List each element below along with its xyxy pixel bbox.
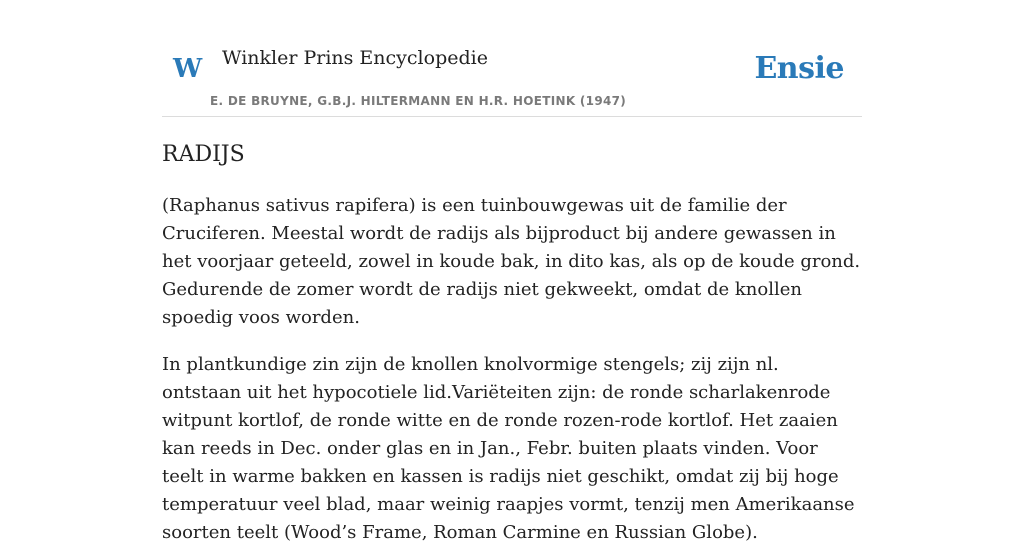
article [162, 139, 862, 547]
page-header [162, 0, 862, 117]
winkler-prins-logo[interactable]: W [173, 54, 203, 84]
ensie-logo[interactable]: Ensie [754, 51, 844, 86]
publication-title[interactable]: Winkler Prins Encyclopedie [222, 47, 488, 69]
publication-authors: E. DE BRUYNE, G.B.J. HILTERMANN EN H.R. HOETINK (1947) [210, 94, 627, 108]
article-paragraph: In plantkundige zin zijn de knollen knolvormige stengels; zij zijn nl. ontstaan uit het hypocotiele lid.Variëteiten zijn: de ronde scharlakenrode witpunt kortlof, de ronde witte en de ronde rozen-rode kortlof. Het zaaien kan reeds in Dec. onder glas en in Jan., Febr. buiten plaats vinden. Voor teelt in warme bakken en kassen is radijs niet geschikt, omdat zij bij hoge temperatuur veel blad, maar weinig raapjes vormt, tenzij men Amerikaanse soorten teelt (Wood’s Frame, Roman Carmine en Russian Globe). [162, 354, 855, 543]
article-paragraph: (Raphanus sativus rapifera) is een tuinbouwgewas uit de familie der Cruciferen. Meestal wordt de radijs als bijproduct bij andere gewassen in het voorjaar geteeld, zowel in koude bak, in dito kas, als op de koude grond. Gedurende de zomer wordt de radijs niet gekweekt, omdat de knollen spoedig voos worden. [162, 195, 861, 328]
article-title: RADIJS [162, 142, 245, 167]
